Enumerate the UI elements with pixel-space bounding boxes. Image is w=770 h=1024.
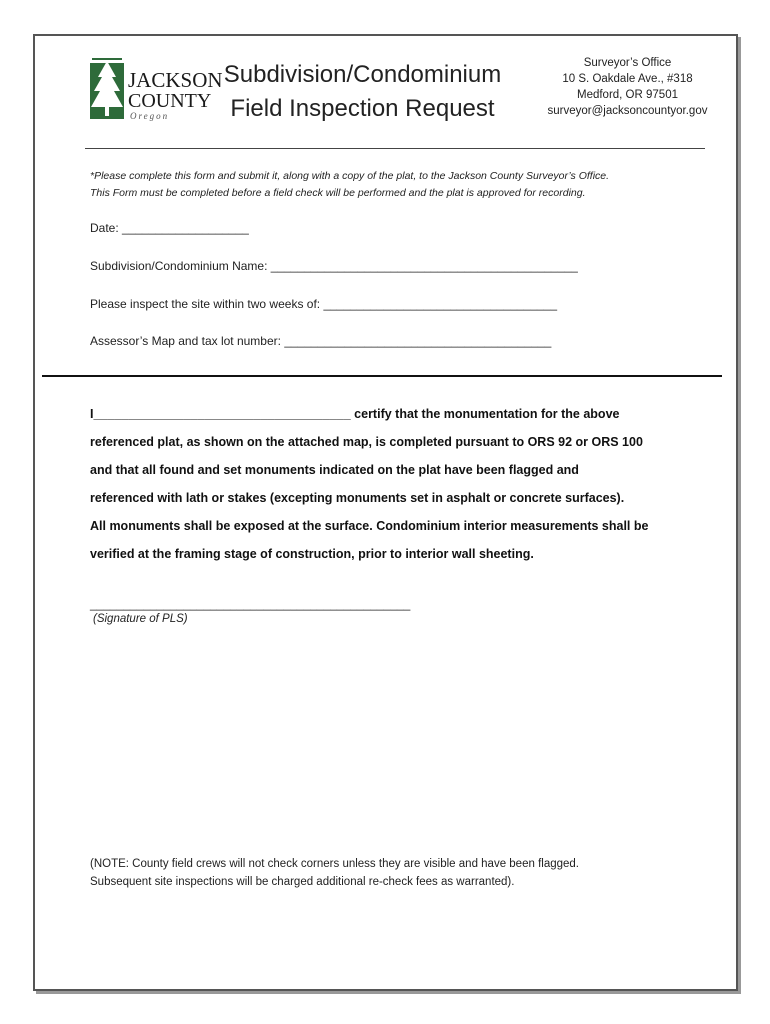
office-address xyxy=(540,55,715,119)
certification-statement xyxy=(90,400,710,568)
note-line2: Subsequent site inspections will be charged additional re-check fees as warranted). xyxy=(90,876,515,888)
note-line1: (NOTE: County field crews will not check corners unless they are visible and have been flagged. xyxy=(90,858,579,870)
logo-line1: JACKSON xyxy=(128,68,223,92)
title-line2: Field Inspection Request xyxy=(230,95,495,122)
instructions-line1: *Please complete this form and submit it, along with a copy of the plat, to the Jackson County Surveyor’s Office. xyxy=(90,170,610,182)
note xyxy=(90,855,690,891)
subdivision-name-field[interactable]: Subdivision/Condominium Name: ______________________________________________ xyxy=(90,259,578,273)
cert-line3: and that all found and set monuments indicated on the plat have been flagged and xyxy=(90,463,579,477)
header-divider xyxy=(85,148,705,149)
office-address2: Medford, OR 97501 xyxy=(576,89,678,101)
date-field[interactable]: Date: ___________________ xyxy=(90,221,249,235)
office-address1: 10 S. Oakdale Ave., #318 xyxy=(562,73,693,85)
jackson-county-logo xyxy=(90,55,223,123)
office-email: surveyor@jacksoncountyor.gov xyxy=(547,105,708,117)
signature-field[interactable]: ________________________________________________ xyxy=(90,597,411,611)
section-divider xyxy=(42,375,722,377)
signature-label: (Signature of PLS) xyxy=(93,613,188,625)
instructions-line2: This Form must be completed before a field check will be performed and the plat is approved for recording. xyxy=(90,187,586,199)
logo-line3: Oregon xyxy=(130,111,170,121)
form-title xyxy=(205,58,520,126)
map-taxlot-field[interactable]: Assessor’s Map and tax lot number: ________________________________________ xyxy=(90,334,552,348)
cert-line4: referenced with lath or stakes (excepting monuments set in asphalt or concrete surfaces). xyxy=(90,491,625,505)
instructions xyxy=(90,168,690,202)
tree-icon xyxy=(90,55,223,123)
title-line1: Subdivision/Condominium xyxy=(223,61,502,88)
office-name: Surveyor’s Office xyxy=(583,57,672,69)
logo-line2: COUNTY xyxy=(128,90,212,112)
cert-line5: All monuments shall be exposed at the surface. Condominium interior measurements shall be xyxy=(90,519,649,533)
cert-line2: referenced plat, as shown on the attached map, is completed pursuant to ORS 92 or ORS 100 xyxy=(90,435,643,449)
cert-line6: verified at the framing stage of construction, prior to interior wall sheeting. xyxy=(90,547,534,561)
cert-line1[interactable]: I_____________________________________ certify that the monumentation for the above xyxy=(90,407,620,421)
inspect-date-field[interactable]: Please inspect the site within two weeks of: ___________________________________ xyxy=(90,297,558,311)
